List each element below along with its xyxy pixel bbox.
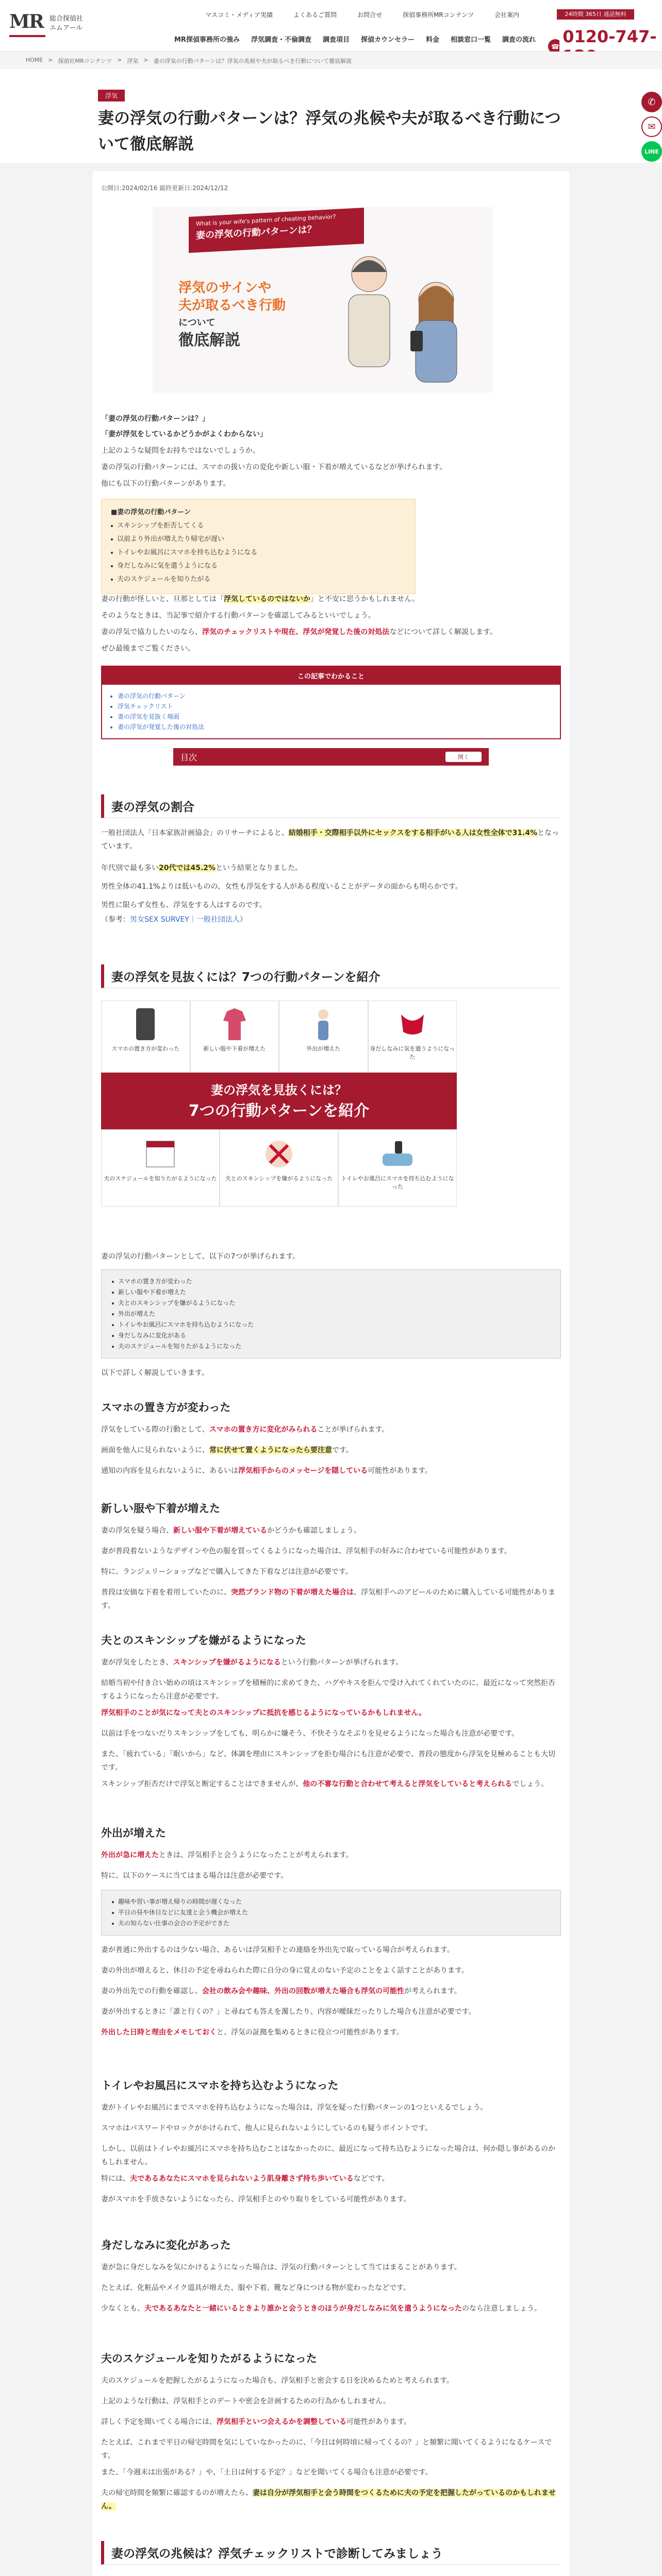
hero-catch: [178, 279, 286, 349]
top-nav: [205, 10, 519, 19]
logo-underline: [9, 35, 51, 39]
s4-p3: 特に、ランジェリーショップなどで購入してきた下着などは注意が必要です。: [101, 1568, 353, 1576]
sec2-after: 以下で詳しく解説していきます。: [101, 1369, 209, 1377]
after-p1: 妻の行動が怪しいと、旦那としては「浮気しているのではないか」と不安に思うかもしれません。: [101, 595, 419, 603]
s9-p2: 上記のような行動は、浮気相手とのデートや密会を計画するための行為かもしれません。: [101, 2397, 390, 2405]
box-title: ■妻の浮気の行動パターン: [111, 509, 191, 516]
nav-contents[interactable]: 探偵事務所MRコンテンツ: [403, 11, 474, 19]
s8-p1: 妻が急に身だしなみを気にかけるようになった場合は、浮気の行動パターンとして当てはまることがあります。: [101, 2263, 461, 2272]
behavior-summary-box: [101, 499, 416, 594]
s3-p3: 通知の内容を見られないように、あるいは浮気相手からのメッセージを隠している可能性があります。: [101, 1467, 433, 1475]
pattern-card: 新しい服や下着が増えた: [190, 1001, 279, 1073]
bath-icon: [379, 1136, 416, 1172]
box-item: 以前より外出が増えたり帰宅が遅い: [111, 533, 406, 546]
section-heading: 妻の浮気を見抜くには？7つの行動パターンを紹介: [101, 964, 561, 988]
s3-p2: 画面を他人に見られないように、常に伏せて置くようになったら要注意です。: [101, 1446, 353, 1454]
hero-line-3: について: [178, 317, 216, 328]
pattern-card: トイレやお風呂にスマホを持ち込むようになった: [338, 1129, 457, 1207]
nav-faq[interactable]: よくあるご質問: [293, 11, 337, 19]
post-dates: 公開日:2024/02/16 最終更新日:2024/12/12: [101, 184, 228, 192]
article-card: [93, 171, 569, 2576]
s9-p5: また、「今週末は出張がある？」や、「土日は何する予定？」などを聞いてくる場合も注意が必要です。: [101, 2468, 433, 2477]
s5-p5: また、「疲れている」「眠いから」など、体調を理由にスキンシップを拒む場合にも注意が必要で、普段の態度から浮気を見極めることも大切です。: [101, 1750, 555, 1772]
hero-line-1: 浮気のサインや: [178, 280, 272, 296]
learn-box: [101, 666, 561, 739]
category-tag[interactable]: 浮気: [98, 90, 125, 101]
patterns-banner: [101, 1073, 457, 1129]
section-heading: 妻の浮気の兆候は？浮気チェックリストで診断してみましょう: [101, 2541, 561, 2565]
s3-p1: 浮気をしている際の行動として、スマホの置き方に変化がみられることが挙げられます。: [101, 1426, 389, 1434]
list-item: 趣味や習い事が増え帰りの時間が遅くなった: [112, 1896, 550, 1907]
icons-top-row: [101, 1001, 457, 1073]
nav-flow[interactable]: 調査の流れ: [502, 36, 536, 44]
s6-p5: 妻の外出先での行動を確認し、会社の飲み会や趣味、外出の回数が増えた場合も浮気の可能性が考えられます。: [101, 1987, 461, 1995]
list-item: トイレやお風呂にスマホを持ち込むようになった: [112, 1319, 550, 1330]
subsection-heading: 夫のスケジュールを知りたがるようになった: [101, 2352, 317, 2365]
intro-p2: 妻の浮気の行動パターンには、スマホの扱い方の変化や新しい服・下着が増えているなどが挙げられます。: [101, 463, 447, 471]
s6-p2: 特に、以下のケースに当てはまる場合は注意が必要です。: [101, 1872, 288, 1880]
crumb-current: 妻の浮気の行動パターンは？浮気の兆候や夫が取るべき行動について徹底解説: [153, 58, 352, 64]
sec1-p5: （参考：男女SEX SURVEY｜一般社団法人）: [101, 916, 247, 924]
content-area: [0, 163, 662, 2576]
nav-media[interactable]: マスコミ・メディア実績: [205, 11, 273, 19]
box-item: トイレやお風呂にスマホを持ち込むようになる: [111, 546, 406, 560]
nav-price[interactable]: 料金: [426, 36, 440, 44]
nav-contact[interactable]: お問合せ: [357, 11, 383, 19]
phone-number: 0120-747-: [562, 27, 657, 46]
seven-patterns-image: [101, 1001, 457, 1243]
sec1-p3: 男性全体の41.1%よりは低いものの、女性も浮気をする人がある程度いることがデータの面からも明らかです。: [101, 883, 462, 891]
reject-icon: [261, 1136, 297, 1172]
line-icon: LINE: [644, 148, 659, 155]
s6-p6: 妻が外出するときに「誰と行くの？」と尋ねても答えを濁したり、内容が曖昧だったりした場合も注意が必要です。: [101, 2008, 476, 2016]
box-item: スキンシップを拒否してくる: [111, 519, 406, 533]
s9-p4: たとえば、これまで平日の帰宅時間を気にしていなかったのに、「今日は何時頃に帰ってくるの？」と頻繁に聞いてくるようになるケースです。: [101, 2438, 552, 2460]
nav-counselor[interactable]: 探偵カウンセラー: [360, 36, 415, 44]
nav-items[interactable]: 調査項目: [322, 36, 350, 44]
list-item: 夫とのスキンシップを嫌がるようになった: [112, 1298, 550, 1309]
sec1-p2: 年代別で最も多い20代では45.2%という結果となりました。: [101, 864, 303, 872]
list-item: 夫のスケジュールを知りたがるようになった: [112, 1341, 550, 1352]
sec1-p1: 一般社団法人「日本家族計画協会」のリサーチによると、結婚相手・交際相手以外にセックスをする相手がいる人は女性全体で31.4%となっています。: [101, 829, 559, 851]
phone-label: 24時間 365日 通話無料: [557, 9, 634, 20]
pattern-card: 夫のスケジュールを知りたがるようになった: [101, 1129, 220, 1207]
s7-p1: 妻がトイレやお風呂にまでスマホを持ち込むようになった場合は、浮気を疑った行動パターンの1つといえるでしょう。: [101, 2104, 488, 2112]
s6-p1: 外出が急に増えたときは、浮気相手と会うようになったことが考えられます。: [101, 1851, 353, 1859]
after-p2: そのようなときは、当記事で紹介する行動パターンを確認してみるといいでしょう。: [101, 612, 375, 620]
s5-p4: 以前は手をつないだりスキンシップをしても、明らかに嫌そう、不快そうなそぶりを見せるようになった場合も注意が必要です。: [101, 1730, 519, 1738]
learn-link[interactable]: 妻の浮気が発覚した後の対処法: [118, 723, 205, 731]
nav-survey[interactable]: 浮気調査・不倫調査: [251, 36, 311, 44]
hero-en: What is your wife's pattern of cheating behavior?: [196, 213, 336, 228]
crumb-category[interactable]: 浮気: [127, 58, 139, 64]
hero-image: [153, 207, 493, 393]
learn-link[interactable]: 浮気チェックリスト: [118, 703, 173, 710]
subsection-heading: 新しい服や下着が増えた: [101, 1502, 220, 1515]
nav-company[interactable]: 会社案内: [494, 11, 520, 19]
phone-icon: ✆: [648, 96, 656, 108]
after-p4: ぜひ最後までご覧ください。: [101, 645, 195, 653]
pattern-card: 外出が増えた: [279, 1001, 368, 1073]
s9-p1: 夫のスケジュールを把握したがるようになった場合も、浮気相手と密会する日を決めるためと考えられます。: [101, 2377, 454, 2385]
box-item: 身だしなみに気を遣うようになる: [111, 560, 406, 573]
list-item: スマホの置き方が変わった: [112, 1276, 550, 1287]
patterns-list: [101, 1269, 561, 1359]
intro-q2: 「妻が浮気をしているかどうかがよくわからない」: [101, 430, 267, 438]
toc-label: 目次: [180, 752, 197, 762]
side-phone-button[interactable]: [641, 92, 662, 112]
nav-strength[interactable]: MR探偵事務所の強み: [174, 36, 240, 44]
list-item: 平日の昼や休日などに友達と会う機会が増えた: [112, 1907, 550, 1918]
s7-p5: 妻がスマホを手放さないようになったら、浮気相手とのやり取りをしている可能性があります。: [101, 2195, 411, 2204]
icons-bottom-row: [101, 1129, 457, 1207]
hero-jp: 妻の浮気の行動パターンは？: [196, 224, 317, 242]
s5-p3: 浮気相手のことが気になって夫とのスキンシップに抵抗を感じるようになっているかもしれません。: [101, 1709, 426, 1717]
s7-p3: しかし、以前はトイレやお風呂にスマホを持ち込むことはなかったのに、最近になって持ち込むようになった場合は、何か隠し事があるのかもしれません。: [101, 2145, 556, 2166]
lingerie-icon: [397, 1006, 428, 1042]
s4-p2: 妻が普段着ないようなデザインや色の服を買ってくるようになった場合は、浮気相手の好みに合わせている可能性があります。: [101, 1547, 511, 1555]
hero-line-2: 夫が取るべき行動: [178, 298, 286, 313]
hero-line-4: 徹底解説: [178, 331, 240, 349]
side-mail-button[interactable]: [641, 116, 662, 137]
article-header: [98, 90, 564, 157]
pattern-card: 身だしなみに気を遣うようになった: [368, 1001, 457, 1073]
crumb-home[interactable]: HOME: [26, 57, 43, 63]
after-p3: 妻の浮気で協力したいのなら、浮気のチェックリストや現在、浮気が発覚した後の対処法などについて詳しく解説します。: [101, 628, 497, 636]
reference-link[interactable]: 男女SEX SURVEY｜一般社団法人: [130, 916, 240, 924]
s5-p6: スキンシップ拒否だけで浮気と断定することはできませんが、他の不審な行動と合わせて考えると浮気をしていると考えられるでしょう。: [101, 1780, 549, 1788]
learn-link[interactable]: 妻の浮気を見抜く場面: [118, 713, 180, 720]
intro-p1: 上記のような疑問をお持ちではないでしょうか。: [101, 447, 260, 455]
s9-p3: 詳しく予定を聞いてくる場合には、浮気相手といつ会えるかを調整している可能性があります。: [101, 2418, 411, 2426]
site-header: [0, 0, 662, 52]
breadcrumb: HOME > 探偵社MRコンテンツ > 浮気 > 妻の浮気の行動パターンは？浮気の兆候や夫が取るべき行動について徹底解説: [0, 52, 662, 69]
mail-icon: ✉: [648, 121, 656, 132]
s4-p1: 妻の浮気を疑う場合、新しい服や下着が増えているかどうかも確認しましょう。: [101, 1527, 361, 1535]
s7-p4: 特には、夫であるあなたにスマホを見られないよう肌身離さず持ち歩いているなどです。: [101, 2175, 389, 2183]
list-item: 夫の知らない仕事の会合の予定ができた: [112, 1918, 550, 1929]
s6-p7: 外出した日時と理由をメモしておくと、浮気の証拠を集めるときに役立つ可能性があります。: [101, 2028, 404, 2037]
side-line-button[interactable]: [641, 141, 662, 162]
s6-p4: 妻の外出が増えると、休日の予定を尋ねられた際に自分の身に覚えのない予定のことをよく話すことがあります。: [101, 1967, 469, 1975]
list-item: 外出が増えた: [112, 1309, 550, 1319]
smartphone-icon: [130, 1006, 161, 1042]
s7-p2: スマホはパスワードやロックがかけられて、他人に見られないようにしているのも疑うポイントです。: [101, 2124, 433, 2132]
subsection-heading: 外出が増えた: [101, 1827, 166, 1839]
logo-mark: MR: [9, 11, 43, 32]
subsection-heading: スマホの置き方が変わった: [101, 1401, 231, 1414]
nav-windows[interactable]: 相談窓口一覧: [451, 36, 491, 44]
banner-line-1: 妻の浮気を見抜くには？: [211, 1083, 347, 1097]
intro-p3: 他にも以下の行動パターンがあります。: [101, 480, 230, 488]
couple-illustration: [323, 238, 488, 387]
svg-text:☎: ☎: [551, 43, 560, 51]
s5-p1: 妻が浮気をしたとき、スキンシップを嫌がるようになるという行動パターンが挙げられます。: [101, 1658, 403, 1667]
sec1-p4: 男性に限らず女性も、浮気をする人はするのです。: [101, 901, 267, 909]
crumb-contents[interactable]: 探偵社MRコンテンツ: [58, 58, 112, 64]
toc-open-button[interactable]: 開く: [445, 752, 482, 762]
s5-p2: 結婚当初や付き合い始めの頃はスキンシップを積極的に求めてきた、ハグやキスを拒んで受け入れてくれていたのに、最近になって突然拒否するようになったら注意が必要です。: [101, 1679, 555, 1701]
intro-q1: 「妻の浮気の行動パターンは？」: [101, 415, 209, 423]
calendar-icon: [142, 1136, 178, 1172]
s8-p2: たとえば、化粧品やメイク道具が増えた、服や下着、靴など身につける物が変わったなどです。: [101, 2284, 410, 2292]
learn-link[interactable]: 妻の浮気の行動パターン: [118, 692, 186, 700]
outing-icon: [308, 1006, 339, 1042]
pattern-card: スマホの置き方が変わった: [101, 1001, 190, 1073]
subsection-heading: 身だしなみに変化があった: [101, 2239, 231, 2251]
toc-bar[interactable]: [173, 748, 489, 766]
outing-list: [101, 1890, 561, 1936]
box-item: 夫のスケジュールを知りたがる: [111, 573, 406, 586]
s9-p6: 夫の帰宅時間を頻繁に確認するのが増えたら、妻は自分が浮気相手と会う時間をつくるために夫の予定を把握したがっているのかもしれません。: [101, 2489, 556, 2511]
page-title: 妻の浮気の行動パターンは？浮気の兆候や夫が取るべき行動について徹底解説: [98, 109, 561, 154]
company-name: 総合探偵社 エムアール: [49, 15, 84, 32]
learn-box-title: この記事でわかること: [102, 667, 560, 685]
s4-p4: 普段は安価な下着を着用していたのに、突然ブランド物の下着が増えた場合は、浮気相手へのアピールのために購入している可能性があります。: [101, 1588, 556, 1610]
subsection-heading: トイレやお風呂にスマホを持ち込むようになった: [101, 2079, 339, 2092]
pattern-card: 夫とのスキンシップを嫌がるようになった: [220, 1129, 338, 1207]
s6-p3: 妻が普通に外出するのは少ない場合、あるいは浮気相手との連絡を外出先で取っている場合が考えられます。: [101, 1946, 454, 1954]
sec2-lead: 妻の浮気の行動パターンとして、以下の7つが挙げられます。: [101, 1252, 300, 1261]
list-item: 身だしなみに変化がある: [112, 1330, 550, 1341]
subsection-heading: 夫とのスキンシップを嫌がるようになった: [101, 1634, 306, 1647]
section-heading: 妻の浮気の割合: [101, 794, 561, 818]
list-item: 新しい服や下着が増えた: [112, 1287, 550, 1298]
main-nav: [174, 34, 536, 44]
clothes-icon: [219, 1006, 250, 1042]
site-logo[interactable]: [9, 11, 56, 40]
banner-line-2: 7つの行動パターンを紹介: [188, 1102, 370, 1120]
s8-p3: 少なくとも、夫であるあなたと一緒にいるときより誰かと会うときのほうが身だしなみに気を遣うようになったのなら注意しましょう。: [101, 2304, 541, 2313]
